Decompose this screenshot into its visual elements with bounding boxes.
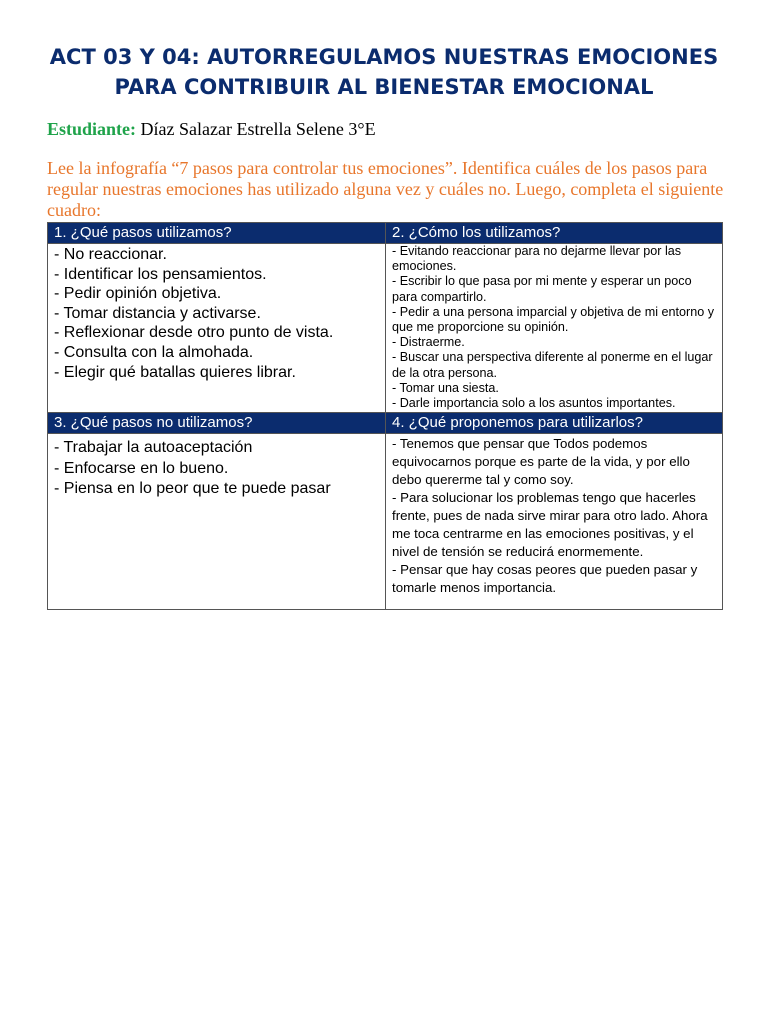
instructions-text: Lee la infografía “7 pasos para controlar tus emociones”. Identifica cuáles de los pasos para regular nuestras emociones has utilizado alguna vez y cuáles no. Luego, completa el siguiente cuadro:	[47, 158, 724, 220]
document-title	[40, 42, 728, 102]
list-item: - Trabajar la autoaceptación	[54, 439, 253, 456]
header-unused-steps: 3. ¿Qué pasos no utilizamos?	[48, 413, 385, 433]
emotions-table	[47, 222, 723, 610]
list-item: - Pedir opinión objetiva.	[54, 285, 222, 303]
title-line-1: ACT 03 Y 04: AUTORREGULAMOS NUESTRAS EMOCIONES	[49, 45, 719, 69]
list-item: - Consulta con la almohada.	[54, 343, 254, 361]
table-header-row-2	[48, 412, 722, 433]
list-item: - Piensa en lo peor que te puede pasar	[54, 480, 331, 497]
how-used-cell	[385, 243, 722, 412]
list-item: - Identificar los pensamientos.	[54, 265, 267, 283]
list-item: - Elegir qué batallas quieres librar.	[54, 363, 296, 381]
list-item: - No reaccionar.	[54, 246, 167, 263]
list-item: - Pensar que hay cosas peores que pueden pasar y tomarle menos importancia.	[392, 562, 698, 595]
table-body-row-2	[48, 433, 722, 609]
student-label: Estudiante:	[47, 119, 137, 139]
table-header-row-1	[48, 223, 722, 243]
header-used-steps: 1. ¿Qué pasos utilizamos?	[48, 223, 385, 243]
list-item: - Distraerme.	[392, 335, 465, 350]
proposals-cell	[385, 433, 722, 609]
list-item: - Tenemos que pensar que Todos podemos equivocarnos porque es parte de la vida, y por ello debo quererme tal y como soy.	[392, 436, 690, 487]
list-item: - Escribir lo que pasa por mi mente y esperar un poco para compartirlo.	[392, 274, 692, 304]
list-item: - Buscar una perspectiva diferente al ponerme en el lugar de la otra persona.	[392, 350, 713, 380]
table-body-row-1	[48, 243, 722, 412]
list-item: - Evitando reaccionar para no dejarme llevar por las emociones.	[392, 244, 682, 274]
list-item: - Tomar distancia y activarse.	[54, 304, 261, 322]
list-item: - Pedir a una persona imparcial y objetiva de mi entorno y que me proporcione su opinión.	[392, 304, 715, 335]
header-proposals: 4. ¿Qué proponemos para utilizarlos?	[385, 413, 722, 433]
list-item: - Reflexionar desde otro punto de vista.	[54, 324, 334, 342]
used-steps-cell	[48, 243, 385, 412]
student-name: Díaz Salazar Estrella Selene 3°E	[136, 119, 376, 139]
list-item: - Tomar una siesta.	[392, 380, 499, 395]
title-line-2: PARA CONTRIBUIR AL BIENESTAR EMOCIONAL	[114, 75, 654, 99]
header-how-used: 2. ¿Cómo los utilizamos?	[385, 223, 722, 243]
student-line	[47, 119, 376, 140]
unused-steps-cell	[48, 433, 385, 609]
list-item: - Enfocarse en lo bueno.	[54, 459, 229, 477]
list-item: - Darle importancia solo a los asuntos importantes.	[392, 396, 676, 411]
list-item: - Para solucionar los problemas tengo que hacerles frente, pues de nada sirve mirar para otro lado. Ahora me toca centrarme en las emociones positivas, y el nivel de tensión se reducirá enormemente.	[392, 490, 708, 559]
